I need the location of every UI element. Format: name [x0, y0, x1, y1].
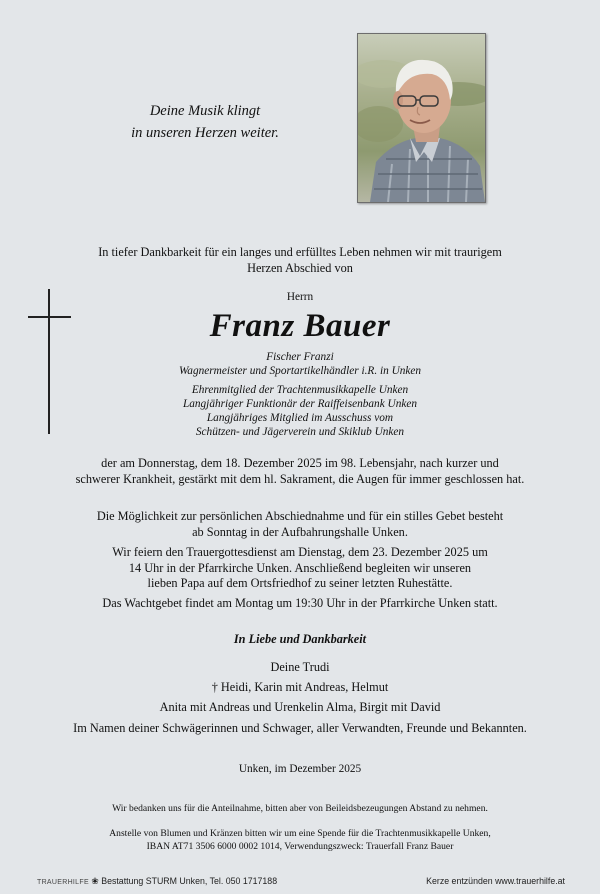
donation-line: IBAN AT71 3506 6000 0002 1014, Verwendungszweck: Trauerfall Franz Bauer: [146, 841, 454, 852]
death-notice: [0, 456, 600, 487]
closing-phrase: In Liebe und Dankbarkeit: [233, 632, 367, 646]
flower-icon: ❀: [91, 876, 99, 886]
roles: [0, 350, 600, 378]
trauerhilfe-logo: TRAUERHILFE: [37, 879, 89, 886]
honor-line: Langjähriger Funktionär der Raiffeisenbank Unken: [182, 398, 418, 410]
role-line: Fischer Franzi: [266, 351, 334, 363]
honor-line: Ehrenmitglied der Trachtenmusikkapelle Unken: [191, 384, 409, 396]
service-line: lieben Papa auf dem Ortsfriedhof zu seiner letzten Ruhestätte.: [147, 576, 453, 590]
death-notice-line: schwerer Krankheit, gestärkt mit dem hl. Sakrament, die Augen für immer geschlossen hat.: [75, 471, 525, 486]
deceased-name: Franz Bauer: [209, 308, 391, 344]
quote-line: Deine Musik klingt: [149, 103, 261, 119]
quote-line: in unseren Herzen weiter.: [131, 125, 279, 141]
thanks-note: Wir bedanken uns für die Anteilnahme, bitten aber von Beileidsbezeugungen Abstand zu nehmen.: [112, 803, 488, 814]
honors: [0, 383, 600, 439]
honor-line: Schützen- und Jägerverein und Skiklub Unken: [195, 426, 405, 438]
memorial-quote: [100, 100, 310, 144]
farewell-info: [0, 509, 600, 540]
donation-line: Anstelle von Blumen und Kränzen bitten wir um eine Spende für die Trachtenmusikkapelle Unken,: [109, 828, 491, 839]
portrait-photo: [357, 33, 486, 203]
donation-note: [0, 827, 600, 853]
salutation: Herrn: [286, 291, 314, 303]
farewell-line: ab Sonntag in der Aufbahrungshalle Unken.: [192, 524, 408, 539]
candle-link[interactable]: Kerze entzünden www.trauerhilfe.at: [426, 876, 565, 886]
intro-text: [0, 245, 600, 276]
wake-info: Das Wachtgebet findet am Montag um 19:30 Uhr in der Pfarrkirche Unken statt.: [102, 596, 498, 610]
intro-line: Herzen Abschied von: [247, 260, 353, 275]
mourner-line: Anita mit Andreas und Urenkelin Alma, Birgit mit David: [159, 700, 441, 714]
place-date: Unken, im Dezember 2025: [238, 763, 362, 775]
service-line: Wir feiern den Trauergottesdienst am Dienstag, dem 23. Dezember 2025 um: [112, 545, 488, 559]
portrait-photo-icon: [358, 34, 485, 202]
undertaker-contact: Bestattung STURM Unken, Tel. 050 1717188: [101, 876, 278, 886]
mourner-line: Deine Trudi: [270, 660, 330, 674]
death-notice-line: der am Donnerstag, dem 18. Dezember 2025 im 98. Lebensjahr, nach kurzer und: [101, 456, 499, 470]
service-info: [0, 545, 600, 592]
role-line: Wagnermeister und Sportartikelhändler i.R. in Unken: [178, 365, 422, 377]
footer-undertaker: [37, 876, 277, 888]
mourners: [0, 657, 600, 717]
extended-family: Im Namen deiner Schwägerinnen und Schwager, aller Verwandten, Freunde und Bekannten.: [73, 721, 527, 735]
intro-line: In tiefer Dankbarkeit für ein langes und erfülltes Leben nehmen wir mit traurigem: [98, 245, 502, 259]
farewell-line: Die Möglichkeit zur persönlichen Abschiednahme und für ein stilles Gebet besteht: [96, 509, 504, 523]
honor-line: Langjähriges Mitglied im Ausschuss vom: [206, 412, 394, 424]
service-line: 14 Uhr in der Pfarrkirche Unken. Anschließend begleiten wir unseren: [128, 560, 472, 575]
mourner-line: † Heidi, Karin mit Andreas, Helmut: [211, 680, 389, 694]
